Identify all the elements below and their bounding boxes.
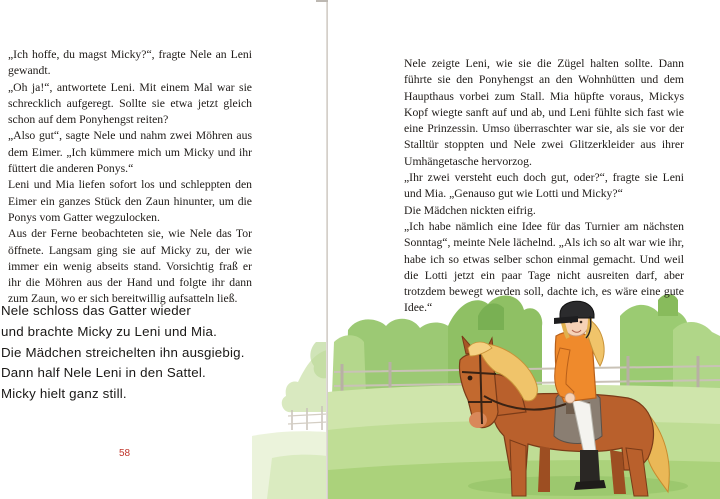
easy-reading-line: Nele schloss das Gatter wieder	[1, 303, 192, 318]
right-paragraph: „Ich habe nämlich eine Idee für das Turnier am nächsten Sonntag“, meinte Nele lächelnd. „Als ich so alt war wie ihr, habe ich so etwas selber schon einmal gemacht. Und weil die Lotti jetzt ein paar Tage nicht ausreiten darf, aber trotzdem bewegt werden soll, dachte ich, es wäre eine gute Idee.“	[404, 219, 684, 315]
left-paragraph: „Also gut“, sagte Nele und nahm zwei Möhren aus dem Eimer. „Ich kümmere mich um Micky und ihr füttert die anderen Ponys.“	[8, 129, 252, 176]
right-paragraph: Nele zeigte Leni, wie sie die Zügel halten sollte. Dann führte sie den Ponyhengst an den Wohnhütten und dem Haupthaus vorbei zum Stall. Mia hüpfte voraus, Mickys Kopf wiegte sanft auf und ab, und Leni fühlte sich fast wie eine Prinzessin. Umso überraschter war sie, als sie vor der Stalltür stoppten und Nele zwei Glitzerkleider aus ihrer Umhängetasche hervorzog.	[404, 57, 684, 168]
right-page	[328, 0, 720, 499]
easy-reading-line: Dann half Nele Leni in den Sattel.	[1, 365, 206, 381]
left-page	[0, 0, 327, 499]
easy-reading-line: Die Mädchen streichelten ihn ausgiebig.	[1, 344, 245, 360]
right-paragraph: Die Mädchen nickten eifrig.	[404, 203, 536, 217]
easy-reading-line: und brachte Micky zu Leni und Mia.	[1, 323, 217, 339]
left-paragraph: „Oh ja!“, antwortete Leni. Mit einem Mal war sie schrecklich aufgeregt. Sollte sie etwa jetzt gleich schon auf dem Ponyhengst reiten?	[8, 80, 252, 127]
easy-reading-line: Micky hielt ganz still.	[1, 386, 127, 402]
right-paragraph: „Ihr zwei versteht euch doch gut, oder?“, fragte sie Leni und Mia. „Genauso gut wie Lotti und Micky?“	[404, 171, 684, 201]
left-illustration-edge	[252, 340, 327, 499]
page-number: 58	[119, 448, 131, 459]
left-paragraph: Aus der Ferne beobachteten sie, wie Nele das Tor öffnete. Langsam ging sie auf Micky zu, der wie immer ein wenig abseits stand. Vorsichtig fraß er ihr die Möhren aus der Hand und folgte ihr dann zum Zaun, wo er sich bereitwillig aufsatteln ließ.	[8, 227, 252, 306]
right-page-text	[404, 56, 684, 317]
left-paragraph: „Ich hoffe, du magst Micky?“, fragte Nele an Leni gewandt.	[8, 48, 252, 78]
left-page-text	[8, 47, 252, 308]
left-paragraph: Leni und Mia liefen sofort los und schleppten den Eimer ein ganzes Stück den Zaun hinunter, um die Ponys vom Gatter wegzulocken.	[8, 178, 252, 224]
